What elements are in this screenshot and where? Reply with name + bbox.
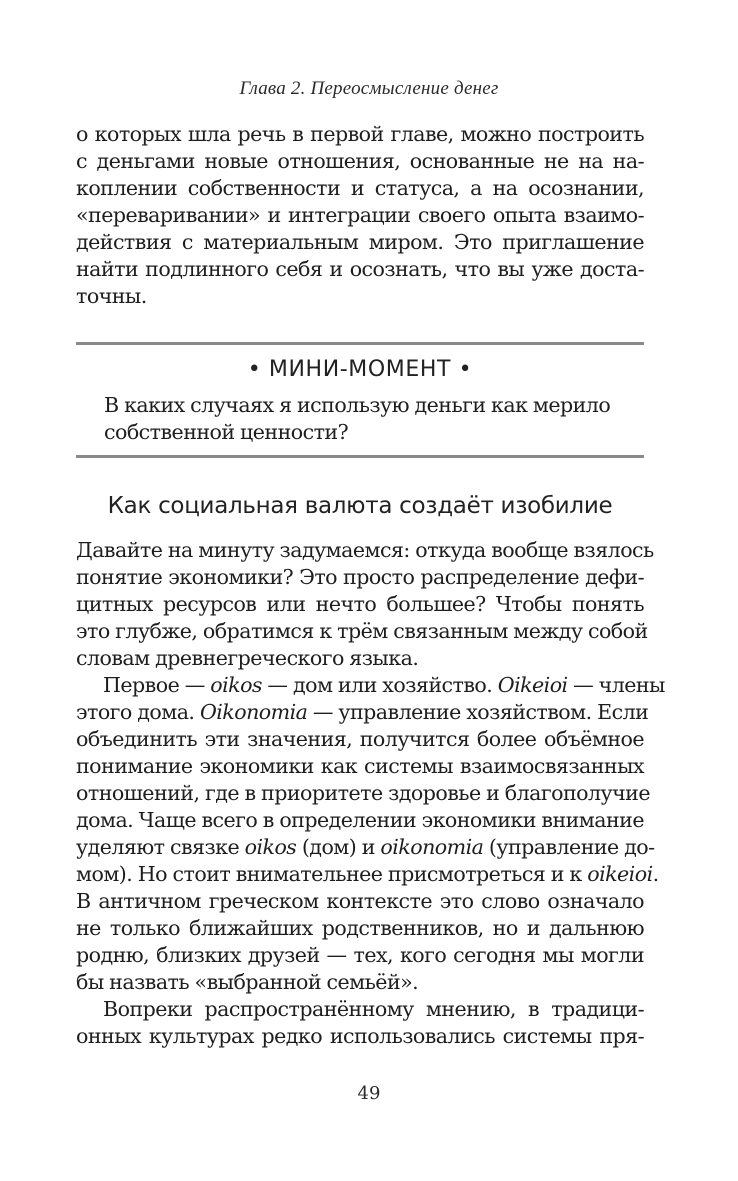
mini-moment-box	[76, 342, 644, 457]
text-run: .	[652, 862, 659, 886]
text-run: — дом или хозяйство.	[261, 673, 498, 697]
bottom-divider	[76, 455, 644, 458]
running-header: Глава 2. Переосмысление денег	[239, 78, 499, 99]
section-heading: Как социальная валюта создаёт изобилие	[107, 493, 613, 519]
text-line: собственной ценности?	[104, 420, 349, 444]
text-run: — управление хозяйством. Если	[307, 700, 649, 724]
text-line: словам древнегреческого языка.	[76, 646, 419, 670]
text-line: найти подлинного себя и осознать, что вы уже доста-	[76, 257, 644, 281]
text-line: цитных ресурсов или нечто большее? Чтобы понять	[76, 592, 644, 616]
text-run: (дом) и	[296, 835, 381, 859]
text-line: бы назвать «выбранной семьёй».	[76, 970, 419, 994]
text-run: (управление до-	[483, 835, 655, 859]
text-line: действия с материальным миром. Это приглашение	[76, 230, 644, 254]
greek-term: oikonomia	[380, 835, 484, 859]
text-line: В античном греческом контексте это слово означало	[76, 889, 644, 913]
text-line	[76, 699, 649, 726]
text-line: «переваривании» и интеграции своего опыта взаимо-	[76, 203, 644, 227]
text-line: точны.	[76, 284, 147, 308]
text-line: не только ближайших родственников, но и дальнюю	[76, 916, 644, 940]
top-divider	[76, 342, 644, 345]
main-text	[76, 537, 665, 1050]
text-line: родню, близких друзей — тех, кого сегодня мы могли	[76, 943, 644, 967]
text-run: этого дома.	[76, 700, 200, 724]
text-line	[76, 672, 665, 699]
text-run: мом). Но стоит внимательнее присмотреться и к	[76, 862, 588, 886]
text-line: отношений, где в приоритете здоровье и благополучие	[76, 781, 650, 805]
text-run: уделяют связке	[76, 835, 245, 859]
text-line	[76, 834, 655, 861]
greek-term: Oikeioi	[497, 673, 568, 697]
text-line: о которых шла речь в первой главе, можно построить	[76, 122, 644, 146]
text-run: Первое —	[103, 673, 211, 697]
text-line: онных культурах редко использовались системы пря-	[76, 1024, 644, 1048]
text-line: коплении собственности и статуса, а на осознании,	[76, 176, 644, 200]
text-line	[76, 861, 659, 888]
text-line: Вопреки распространённому мнению, в традици-	[103, 997, 644, 1021]
intro-paragraph	[76, 121, 644, 310]
text-line: В каких случаях я использую деньги как мерило	[104, 393, 611, 417]
text-line: объединить эти значения, получится более объёмное	[76, 727, 644, 751]
mini-moment-title: • МИНИ-МОМЕНТ •	[247, 357, 473, 382]
text-line: Давайте на минуту задумаемся: откуда вообще взялось	[76, 538, 654, 562]
greek-term: Oikonomia	[199, 700, 308, 724]
text-line: дома. Чаще всего в определении экономики внимание	[76, 808, 644, 832]
greek-term: oikos	[210, 673, 262, 697]
text-line: это глубже, обратимся к трём связанным между собой	[76, 619, 648, 643]
text-line: понимание экономики как системы взаимосвязанных	[76, 754, 644, 778]
mini-moment-question	[104, 392, 624, 446]
text-line: понятие экономики? Это просто распределение дефи-	[76, 565, 644, 589]
text-run: — члены	[567, 673, 665, 697]
text-line: с деньгами новые отношения, основанные не на на-	[76, 149, 644, 173]
greek-term: oikos	[244, 835, 297, 859]
page-number: 49	[357, 1083, 381, 1104]
greek-term: oikeioi	[587, 862, 653, 886]
